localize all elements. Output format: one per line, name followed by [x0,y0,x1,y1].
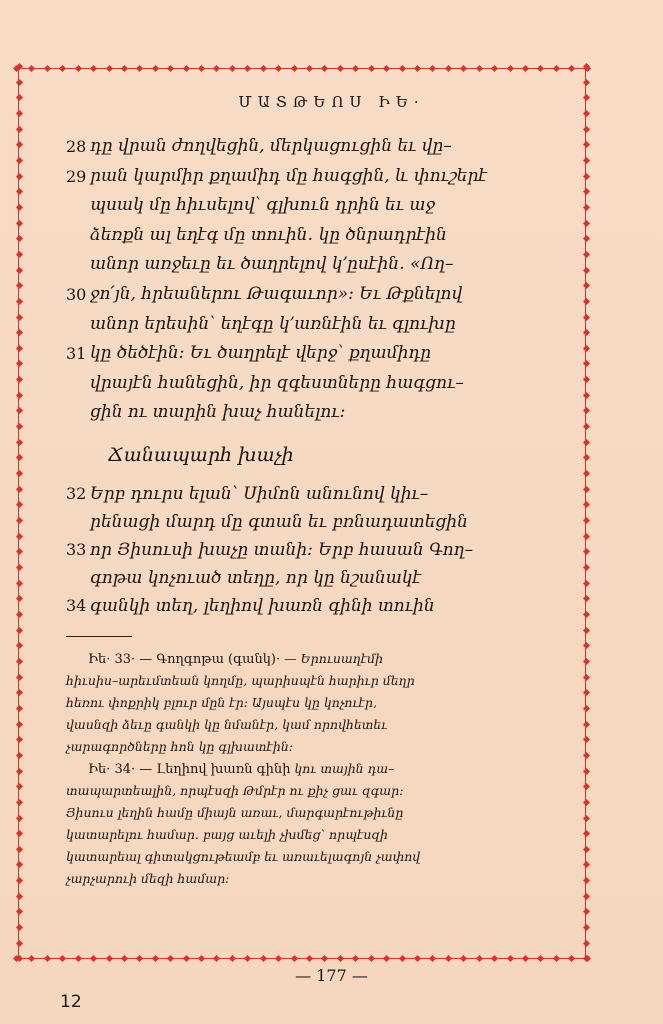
border-diamond [582,783,589,790]
border-diamond [582,955,589,962]
border-diamond [582,846,589,853]
border-diamond [15,721,22,728]
border-diamond [506,954,513,961]
border-diamond [15,141,22,148]
border-diamond [105,64,112,71]
verse-text: րենացի մարդ մը գտան եւ բռնադատեցին [90,512,468,532]
border-diamond [15,924,22,931]
border-diamond [15,689,22,696]
border-diamond [152,64,159,71]
verse-text: պսակ մը հիւսելով՝ գլխուն դրին եւ աջ [90,195,435,216]
border-diamond [537,954,544,961]
border-diamond [582,470,589,477]
verse-line [66,132,536,162]
border-diamond [582,580,589,587]
border-diamond [15,908,22,915]
border-diamond [244,64,251,71]
verse-line [66,508,536,536]
border-diamond [582,173,589,180]
border-diamond [491,954,498,961]
border-diamond [582,736,589,743]
border-diamond [582,204,589,211]
border-diamond [15,611,22,618]
border-diamond [15,877,22,884]
border-diamond [105,954,112,961]
border-diamond [582,141,589,148]
signature-mark: 12 [60,992,82,1012]
border-diamond [460,954,467,961]
verse-line [66,339,536,369]
footnote-line: չարագործները հոն կը գլխատէին։ [66,739,294,754]
verse-text: որ Յիսուսի խաչը տանի։ Երբ հասան Գող– [90,540,474,560]
border-diamond [15,126,22,133]
border-diamond [399,64,406,71]
border-diamond [15,313,22,320]
page-number: — 177 — [295,966,368,985]
border-diamond [15,266,22,273]
border-diamond [167,64,174,71]
border-diamond [15,360,22,367]
border-diamond [582,548,589,555]
border-diamond [582,486,589,493]
border-diamond [582,674,589,681]
verse-text: գոթա կոչուած տեղը, որ կը նշանակէ [90,568,422,588]
border-diamond [213,64,220,71]
border-diamond [59,954,66,961]
border-diamond [429,64,436,71]
footnote-line: հիւսիս–արեւմտեան կողմը, պարիսպէն հարիւր մեղր [66,673,415,688]
border-diamond [15,861,22,868]
border-diamond [152,954,159,961]
border-diamond [522,64,529,71]
verse-block-2 [66,480,536,620]
border-diamond [582,642,589,649]
border-diamond [15,736,22,743]
border-diamond [337,954,344,961]
border-diamond [15,392,22,399]
border-diamond [321,64,328,71]
verse-line [66,191,536,221]
border-diamond [15,533,22,540]
border-diamond [44,64,51,71]
footnote-line: վասնզի ձեւը գանկի կը նմանէր, կամ որովհետեւ [66,717,388,732]
footnotes [66,648,546,890]
border-diamond [244,954,251,961]
border-diamond [183,64,190,71]
border-diamond [582,830,589,837]
border-diamond [260,64,267,71]
border-diamond [121,954,128,961]
border-diamond [582,814,589,821]
border-diamond [15,298,22,305]
border-diamond [213,954,220,961]
border-diamond [15,235,22,242]
border-diamond [15,79,22,86]
border-diamond [460,64,467,71]
border-diamond [582,376,589,383]
border-diamond [568,954,575,961]
border-diamond [582,861,589,868]
border-diamond [15,329,22,336]
border-diamond [582,689,589,696]
border-diamond [582,611,589,618]
verse-line [66,221,536,251]
border-diamond [15,893,22,900]
verse-block-1 [66,132,536,428]
border-diamond [368,64,375,71]
border-diamond [476,64,483,71]
verse-text: գանկի տեղ, լեղիով խառն գինի տուին [90,596,435,616]
border-diamond [15,220,22,227]
border-diamond [15,173,22,180]
border-diamond [59,64,66,71]
border-diamond [582,298,589,305]
verse-line [66,280,536,310]
verse-number: 33 [66,540,87,559]
border-diamond [445,64,452,71]
verse-number: 34 [66,596,87,615]
verse-line [66,369,536,399]
border-diamond [582,924,589,931]
border-diamond [582,595,589,602]
border-diamond [90,64,97,71]
footnote-line: կատարեալ գիտակցութեամբ եւ առաւելագոյն չափով [66,849,421,864]
border-diamond [582,454,589,461]
border-diamond [15,940,22,947]
border-diamond [582,658,589,665]
border-diamond [582,705,589,712]
border-diamond [582,501,589,508]
border-diamond [582,627,589,634]
border-diamond [582,423,589,430]
verse-text: անոր երեսին՝ եղէգը կ՚առնէին եւ գլուխը [90,313,456,334]
border-diamond [445,954,452,961]
running-header: ՄԱՏԹԵՈՍ ԻԵ· [238,93,425,111]
border-diamond [306,64,313,71]
border-diamond [15,580,22,587]
border-diamond [582,251,589,258]
footnote-line [66,648,546,670]
border-diamond [582,893,589,900]
border-diamond [582,752,589,759]
verse-line [66,250,536,280]
border-diamond [15,955,22,962]
footnote-line: Յիսուս լեղին համը միայն առաւ, մարգարէութիւնը [66,805,404,820]
footnote-rule [66,636,132,637]
verse-number: 32 [66,484,87,503]
border-diamond [414,954,421,961]
border-diamond [183,954,190,961]
border-diamond [582,313,589,320]
verse-text: ջո՛յն, հրեաներու Թագաւոր»։ Եւ Թքնելով [90,283,463,304]
border-diamond [15,627,22,634]
verse-text: ցին ու տարին խաչ հանելու։ [90,402,346,423]
border-diamond [491,64,498,71]
verse-text: անոր առջեւը եւ ծաղրելով կ՚ըսէին․ «Ող– [90,254,454,275]
verse-number: 31 [66,344,87,364]
border-diamond [582,188,589,195]
border-diamond [582,517,589,524]
border-diamond [90,954,97,961]
border-diamond [506,64,513,71]
border-diamond [15,658,22,665]
border-diamond [15,282,22,289]
border-diamond [306,954,313,961]
border-diamond [15,674,22,681]
border-diamond [476,954,483,961]
border-diamond [582,407,589,414]
border-diamond [582,940,589,947]
border-diamond [337,64,344,71]
verse-number: 28 [66,137,87,156]
verse-line [66,536,536,564]
verse-line [66,592,536,620]
border-diamond [15,501,22,508]
border-diamond [582,767,589,774]
verse-line [66,398,536,428]
border-diamond [15,454,22,461]
border-diamond [399,954,406,961]
border-diamond [383,64,390,71]
border-diamond [260,954,267,961]
border-diamond [15,767,22,774]
border-diamond [15,846,22,853]
verse-text: կը ծեծէին։ Եւ ծաղրելէ վերջ՝ քղամիդը [90,343,432,364]
border-diamond [383,954,390,961]
border-diamond [75,954,82,961]
verse-line [66,480,536,508]
footnote-line: տապարտեալին, որպէսզի Թմրէր ու քիչ ցաւ զգար։ [66,783,404,798]
footnote-line [66,758,546,780]
border-diamond [275,64,282,71]
border-diamond [15,204,22,211]
border-diamond [198,954,205,961]
border-diamond [15,799,22,806]
border-diamond [352,954,359,961]
border-diamond [15,486,22,493]
border-diamond [582,721,589,728]
border-diamond [15,439,22,446]
border-diamond [44,954,51,961]
border-diamond [582,220,589,227]
border-diamond [368,954,375,961]
border-diamond [28,954,35,961]
verse-number: 30 [66,284,87,304]
border-diamond [582,360,589,367]
footnote-line: հեռու փոքրիկ բլուր մըն էր։ Այսպէս կը կոչուէր, [66,695,377,710]
border-diamond [121,64,128,71]
border-diamond [582,126,589,133]
border-diamond [229,954,236,961]
verse-text: վրայէն հանեցին, իր զգեստները հագցու– [90,372,464,393]
border-diamond [553,954,560,961]
border-diamond [553,64,560,71]
border-diamond [136,64,143,71]
border-diamond [582,63,589,70]
border-diamond [15,830,22,837]
verse-text: Երբ դուրս ելան՝ Սիմոն անունով կիւ– [90,484,429,504]
border-diamond [582,392,589,399]
footnote-text: — Երուսաղէմի [280,651,384,666]
diamond-row-top [14,63,590,73]
border-diamond [15,814,22,821]
border-diamond [321,954,328,961]
footnote-line: կատարելու համար․ բայց աւելի չխմեց՝ որպէսզի [66,827,388,842]
border-diamond [582,533,589,540]
border-diamond [167,954,174,961]
border-diamond [15,63,22,70]
diamond-column-left [14,64,24,962]
border-diamond [291,954,298,961]
border-diamond [429,954,436,961]
verse-text: դը վրան ժողվեցին, մերկացուցին եւ վը– [90,136,452,156]
border-diamond [582,564,589,571]
border-diamond [15,548,22,555]
diamond-column-right [581,64,591,962]
border-diamond [28,64,35,71]
footnote-lead: Իե· 33· — Գողգոթա (գանկ)· [88,652,281,667]
border-diamond [75,64,82,71]
border-diamond [15,783,22,790]
verse-line [66,564,536,592]
border-diamond [582,79,589,86]
border-diamond [522,954,529,961]
border-diamond [582,877,589,884]
border-diamond [582,282,589,289]
border-diamond [15,752,22,759]
border-diamond [568,64,575,71]
border-diamond [15,157,22,164]
border-diamond [15,376,22,383]
border-diamond [15,470,22,477]
border-diamond [15,423,22,430]
border-diamond [15,642,22,649]
border-diamond [414,64,421,71]
diamond-row-bottom [14,953,590,963]
border-diamond [15,407,22,414]
border-diamond [582,266,589,273]
border-diamond [15,251,22,258]
footnote-line: չարչարուի մեզի համար։ [66,871,230,886]
border-diamond [582,235,589,242]
border-diamond [275,954,282,961]
border-diamond [15,517,22,524]
footnote-text: կու տային դա– [290,761,395,776]
verse-line [66,162,536,192]
border-diamond [582,439,589,446]
section-subheading: Ճանապարհ խաչի [108,444,294,466]
verse-text: ձեռքն ալ եղէգ մը տուին․ կը ծնրադրէին [90,224,447,245]
border-diamond [352,64,359,71]
border-diamond [582,345,589,352]
border-diamond [582,329,589,336]
border-diamond [136,954,143,961]
border-diamond [537,64,544,71]
verse-number: 29 [66,166,87,186]
border-diamond [291,64,298,71]
border-diamond [15,564,22,571]
footnote-lead: Իե· 34· — Լեղիով խառն գինի [88,762,291,777]
border-diamond [582,799,589,806]
border-diamond [582,908,589,915]
border-diamond [15,188,22,195]
verse-text: րան կարմիր քղամիդ մը հագցին, և փուշերէ [90,165,488,186]
border-diamond [15,595,22,602]
border-diamond [198,64,205,71]
verse-line [66,310,536,340]
border-diamond [582,157,589,164]
border-diamond [15,705,22,712]
border-diamond [15,345,22,352]
border-diamond [229,64,236,71]
